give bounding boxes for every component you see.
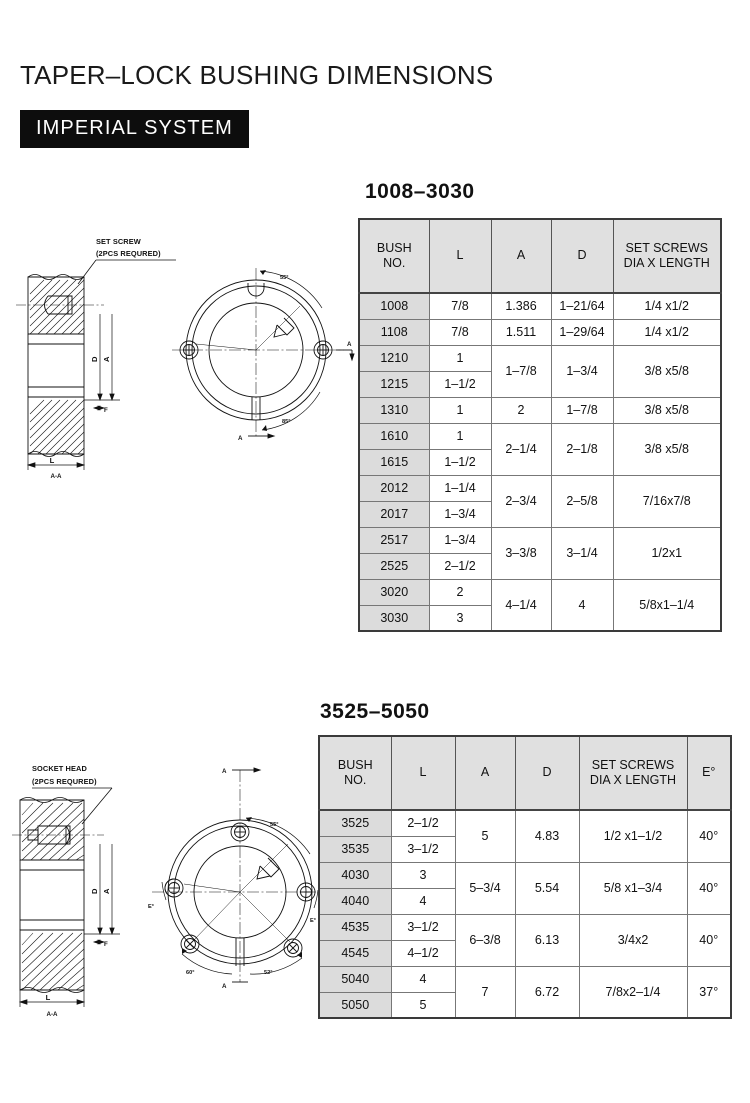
table2-cell-D: 6.13	[515, 914, 579, 966]
drawing1-callout-line1: SET SCREW	[96, 237, 141, 246]
table-row	[319, 966, 731, 992]
table1-cell-bush: 1210	[359, 345, 429, 371]
table1-cell-bush: 2012	[359, 475, 429, 501]
section-title-table2: 3525–5050	[320, 700, 430, 723]
table1-cell-L: 1	[429, 397, 491, 423]
drawing2-cut-mark-top: A	[222, 768, 227, 775]
table2-cell-L: 3–1/2	[391, 836, 455, 862]
drawing2-angle-top: 55°	[270, 822, 279, 828]
table1-cell-bush: 1615	[359, 449, 429, 475]
table2-cell-E: 40°	[687, 914, 731, 966]
drawing2-dim-A: A	[102, 888, 111, 894]
table-row	[359, 397, 721, 423]
table2-header-screws-line1: SET SCREWS	[591, 757, 675, 772]
table2-col-bush	[319, 736, 391, 810]
drawing2-dim-F: F	[104, 941, 108, 948]
drawing2-dim-D: D	[90, 888, 99, 894]
table2-col-D	[515, 736, 579, 810]
table2-cell-D: 5.54	[515, 862, 579, 914]
table-row	[359, 475, 721, 501]
table1-cell-L: 7/8	[429, 293, 491, 319]
table2-header-L-line1: L	[419, 765, 427, 780]
table1-body	[359, 293, 721, 631]
table-row	[359, 293, 721, 319]
table1-cell-A: 1–7/8	[491, 345, 551, 397]
table1-cell-L: 2	[429, 579, 491, 605]
table1-header-bush-line2: NO.	[383, 256, 406, 270]
drawing2-dim-L: L	[45, 993, 51, 1002]
drawing1-section-label: A-A	[50, 473, 62, 480]
table2-cell-L: 4	[391, 888, 455, 914]
system-badge: IMPERIAL SYSTEM	[20, 110, 249, 148]
bushing-dimensions-table-1008-3030	[358, 218, 722, 632]
table1-cell-L: 3	[429, 605, 491, 631]
drawing1-angle-top: 55°	[280, 275, 289, 281]
table1-header-bush-line1: BUSH	[376, 240, 412, 255]
table1-cell-A: 4–1/4	[491, 579, 551, 631]
table1-header-screws-line1: SET SCREWS	[625, 240, 708, 255]
table2-col-screws	[579, 736, 687, 810]
table1-col-D	[551, 219, 613, 293]
table-row	[359, 345, 721, 371]
table1-cell-A: 1.511	[491, 319, 551, 345]
table2-cell-L: 5	[391, 992, 455, 1018]
table1-cell-L: 1–3/4	[429, 501, 491, 527]
table-row	[359, 579, 721, 605]
table1-cell-D: 1–7/8	[551, 397, 613, 423]
table1-header-row	[359, 219, 721, 293]
table2-cell-E: 40°	[687, 862, 731, 914]
table1-cell-L: 1–1/2	[429, 371, 491, 397]
table2-cell-L: 4–1/2	[391, 940, 455, 966]
table1-cell-screws: 1/2x1	[613, 527, 721, 579]
table1-cell-A: 2–3/4	[491, 475, 551, 527]
table2-header-bush-line1: BUSH	[337, 757, 373, 772]
table1-cell-L: 1	[429, 345, 491, 371]
table2-cell-E: 40°	[687, 810, 731, 862]
table1-cell-D: 4	[551, 579, 613, 631]
table2-cell-bush: 4535	[319, 914, 391, 940]
bushing-dimensions-table-3525-5050	[318, 735, 732, 1019]
drawing1-dim-D: D	[90, 356, 99, 362]
table2-header-E-line1: E°	[702, 765, 716, 780]
table2-body	[319, 810, 731, 1018]
table1-cell-D: 1–29/64	[551, 319, 613, 345]
drawing2-callout-line1: SOCKET HEAD	[32, 764, 87, 773]
table-row	[319, 810, 731, 836]
table2-cell-A: 7	[455, 966, 515, 1018]
table2-cell-L: 3–1/2	[391, 914, 455, 940]
table2-cell-bush: 5050	[319, 992, 391, 1018]
table1-cell-bush: 3030	[359, 605, 429, 631]
table2-header-D-line1: D	[542, 765, 552, 780]
table1-cell-D: 2–5/8	[551, 475, 613, 527]
table1-cell-screws: 1/4 x1/2	[613, 319, 721, 345]
table1-cell-A: 3–3/8	[491, 527, 551, 579]
drawing-taper-lock-socket-head	[8, 748, 348, 1038]
table1-header-D-line1: D	[577, 248, 587, 263]
table1-cell-L: 1–1/4	[429, 475, 491, 501]
table2-header-screws-line2: DIA X LENGTH	[589, 773, 677, 787]
drawing2-callout-line2: (2PCS REQURED)	[32, 777, 97, 786]
table2-cell-L: 2–1/2	[391, 810, 455, 836]
page-title: TAPER–LOCK BUSHING DIMENSIONS	[20, 60, 494, 90]
table2-header-bush-line2: NO.	[344, 773, 367, 787]
table2-cell-screws: 7/8x2–1/4	[579, 966, 687, 1018]
table1-cell-bush: 1108	[359, 319, 429, 345]
table1-cell-L: 1–1/2	[429, 449, 491, 475]
table2-col-L	[391, 736, 455, 810]
table2-cell-bush: 4040	[319, 888, 391, 914]
drawing2-angle-right-bottom: 52°	[264, 970, 273, 976]
table1-cell-L: 1–3/4	[429, 527, 491, 553]
table2-cell-E: 37°	[687, 966, 731, 1018]
section-title-table1: 1008–3030	[365, 180, 475, 203]
table1-cell-bush: 3020	[359, 579, 429, 605]
table1-cell-L: 1	[429, 423, 491, 449]
drawing2-cut-mark-bottom: A	[222, 983, 227, 990]
table2-cell-bush: 3525	[319, 810, 391, 836]
table1-cell-L: 7/8	[429, 319, 491, 345]
table1-cell-D: 1–3/4	[551, 345, 613, 397]
drawing-taper-lock-set-screw	[8, 222, 352, 482]
table2-cell-bush: 5040	[319, 966, 391, 992]
drawing1-dim-L: L	[49, 456, 55, 465]
table1-cell-D: 1–21/64	[551, 293, 613, 319]
table1-cell-bush: 1310	[359, 397, 429, 423]
table2-cell-D: 4.83	[515, 810, 579, 862]
table-row	[359, 527, 721, 553]
table1-cell-A: 2	[491, 397, 551, 423]
table-row	[359, 423, 721, 449]
table-row	[319, 914, 731, 940]
drawing2-angle-E-left: E°	[148, 904, 154, 910]
table1-col-screws	[613, 219, 721, 293]
table1-cell-bush: 2017	[359, 501, 429, 527]
table2-col-E	[687, 736, 731, 810]
table2-cell-L: 4	[391, 966, 455, 992]
drawing1-cut-mark-right: A	[347, 341, 352, 348]
table1-cell-bush: 1008	[359, 293, 429, 319]
drawing1-dim-A: A	[102, 356, 111, 362]
table1-cell-screws: 3/8 x5/8	[613, 345, 721, 397]
drawing2-angle-E-right: E°	[310, 918, 316, 924]
table1-col-A	[491, 219, 551, 293]
drawing1-angle-bottom: 85°	[282, 419, 291, 425]
table1-cell-bush: 2525	[359, 553, 429, 579]
table1-cell-screws: 1/4 x1/2	[613, 293, 721, 319]
table2-cell-A: 6–3/8	[455, 914, 515, 966]
table1-cell-A: 2–1/4	[491, 423, 551, 475]
table1-header-A-line1: A	[516, 248, 526, 263]
table2-cell-A: 5	[455, 810, 515, 862]
table1-cell-D: 2–1/8	[551, 423, 613, 475]
drawing1-dim-F: F	[104, 407, 108, 414]
table2-cell-L: 3	[391, 862, 455, 888]
table1-cell-bush: 1215	[359, 371, 429, 397]
table1-cell-bush: 1610	[359, 423, 429, 449]
table-row	[359, 319, 721, 345]
table1-header-screws-line2: DIA X LENGTH	[623, 256, 710, 270]
table1-cell-bush: 2517	[359, 527, 429, 553]
drawing1-cut-mark-bottom: A	[238, 435, 243, 442]
table1-cell-D: 3–1/4	[551, 527, 613, 579]
table1-cell-screws: 7/16x7/8	[613, 475, 721, 527]
drawing1-callout-line2: (2PCS REQURED)	[96, 249, 161, 258]
table1-cell-L: 2–1/2	[429, 553, 491, 579]
table1-header-L-line1: L	[456, 248, 464, 263]
drawing2-section-label: A-A	[46, 1011, 58, 1018]
table1-cell-screws: 3/8 x5/8	[613, 397, 721, 423]
table1-col-bush	[359, 219, 429, 293]
table2-cell-screws: 1/2 x1–1/2	[579, 810, 687, 862]
table-row	[319, 862, 731, 888]
table2-cell-bush: 3535	[319, 836, 391, 862]
table2-cell-screws: 5/8 x1–3/4	[579, 862, 687, 914]
table2-cell-A: 5–3/4	[455, 862, 515, 914]
table2-col-A	[455, 736, 515, 810]
table2-cell-bush: 4030	[319, 862, 391, 888]
table2-cell-bush: 4545	[319, 940, 391, 966]
table1-col-L	[429, 219, 491, 293]
table2-cell-D: 6.72	[515, 966, 579, 1018]
table1-cell-screws: 5/8x1–1/4	[613, 579, 721, 631]
table2-header-row	[319, 736, 731, 810]
table2-header-A-line1: A	[480, 765, 490, 780]
drawing2-angle-left-bottom: 60°	[186, 970, 195, 976]
table1-cell-screws: 3/8 x5/8	[613, 423, 721, 475]
table2-cell-screws: 3/4x2	[579, 914, 687, 966]
table1-cell-A: 1.386	[491, 293, 551, 319]
